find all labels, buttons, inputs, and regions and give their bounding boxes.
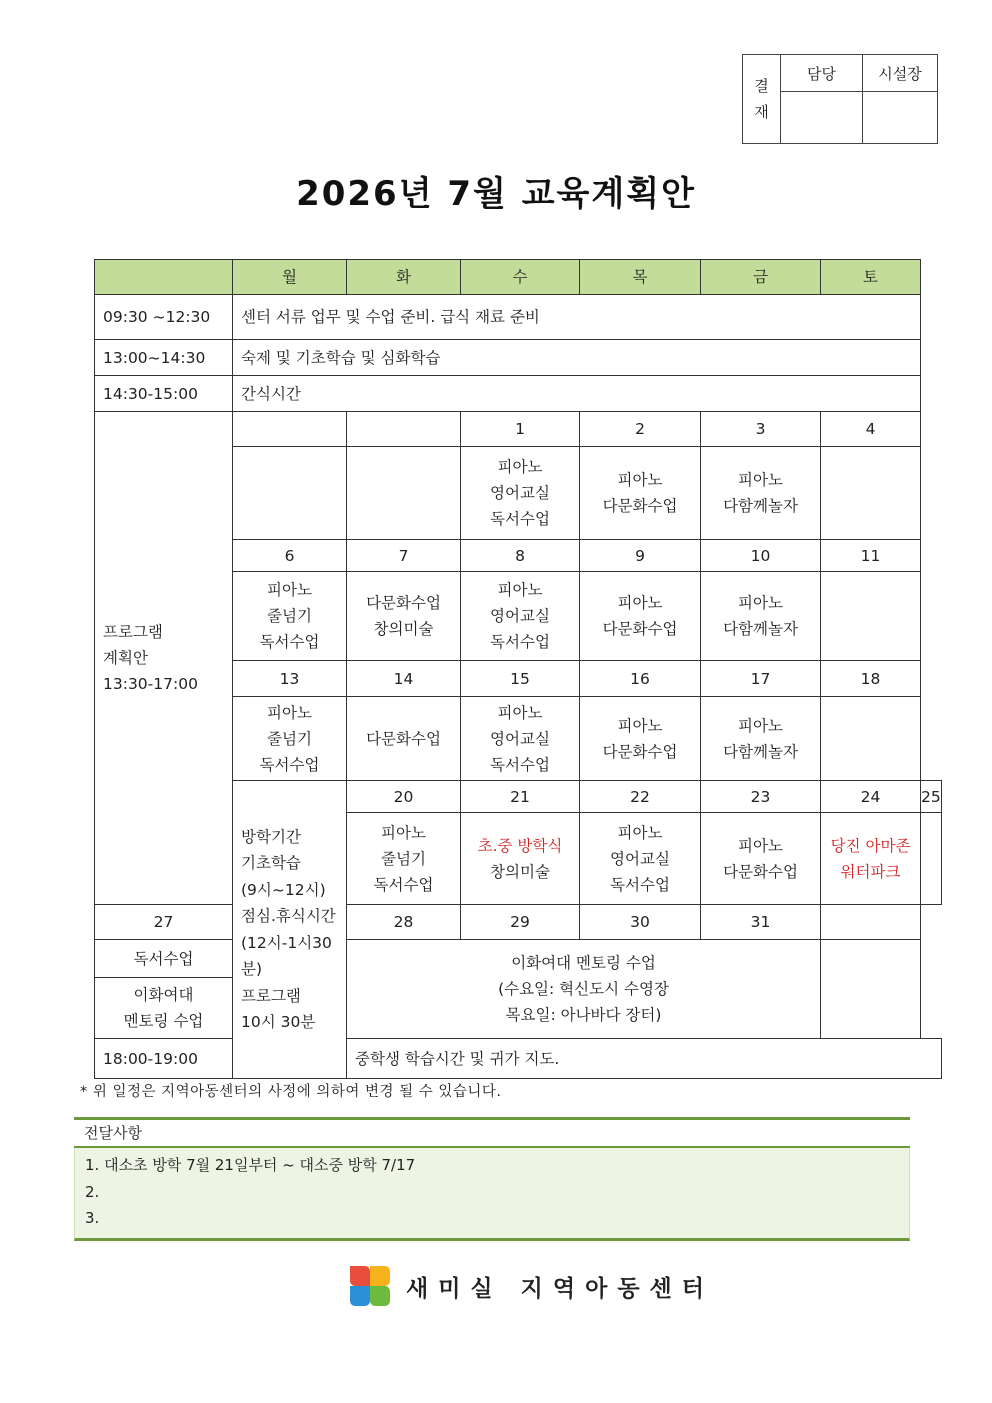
activity-line-event: 당진 아마존 [830,836,911,855]
date-row [95,905,942,940]
vacation-label-line: 방학기간 [241,827,301,846]
activity-line: 독서수업 [490,510,550,528]
date-cell: 28 [347,905,461,940]
date-cell: 30 [580,905,701,940]
activity-line: 독서수업 [373,875,434,894]
time-label: 18:00-19:00 [95,1039,233,1079]
activity-cell [701,447,821,540]
time-label: 14:30-15:00 [95,376,233,412]
date-cell: 7 [347,540,461,572]
vacation-label-line: (12시-1시30분) [241,933,332,978]
vacation-label-line: 프로그램 [241,986,301,1005]
activity-cell [580,572,701,661]
activity-cell [821,940,921,1039]
approval-col-staff: 담당 [781,55,863,92]
program-label-line: 계획안 [103,649,148,667]
activity-cell [461,697,580,781]
activity-line: 영어교실 [490,484,550,502]
day-thu: 목 [580,260,701,295]
date-cell: 27 [95,905,233,940]
date-cell: 2 [580,412,701,447]
date-cell [347,412,461,447]
date-cell: 14 [347,661,461,697]
clover-logo-icon [350,1266,390,1306]
center-logo [350,1266,714,1306]
date-cell: 9 [580,540,701,572]
activity-line: 피아노 [617,823,663,842]
activity-line: 영어교실 [490,607,550,625]
activity-line: 다문화수업 [366,594,441,612]
activity-line: 영어교실 [490,729,550,748]
activity-line: 피아노 [381,823,426,842]
activity-line: 독서수업 [490,633,550,651]
activity-line: 피아노 [617,594,663,612]
activity-line: 창의미술 [373,620,434,638]
vacation-label-line: 점심.휴식시간 [241,907,336,925]
vacation-label-line: 기초학습 [241,854,301,872]
day-sat: 토 [821,260,921,295]
date-cell: 8 [461,540,580,572]
activity-line: 피아노 [497,458,543,476]
activity-line: 다문화수업 [602,497,678,515]
activity-cell [347,697,461,781]
activity-row [95,940,942,978]
activity-cell [921,813,942,905]
day-header-row [95,260,942,295]
activity-cell [701,813,821,905]
activity-line: 줄넘기 [267,607,312,625]
approval-side-label-1: 결 [754,77,769,95]
time-desc: 숙제 및 기초학습 및 심화학습 [233,340,921,376]
program-label-line: 13:30-17:00 [103,675,198,693]
date-cell: 13 [233,661,347,697]
activity-cell [580,813,701,905]
date-cell [821,905,921,940]
activity-line: 멘토링 수업 [123,1012,204,1030]
activity-line: 다문화수업 [723,862,798,881]
activity-line: 줄넘기 [267,729,312,748]
footnote: * 위 일정은 지역아동센터의 사정에 의하여 변경 될 수 있습니다. [80,1084,502,1100]
notice-box [74,1117,910,1241]
activity-line-event: 초.중 방학식 [477,836,563,855]
activity-line: 피아노 [738,594,783,612]
notice-header: 전달사항 [74,1117,910,1148]
activity-cell [580,697,701,781]
activity-line: 피아노 [738,716,783,735]
date-cell: 29 [461,905,580,940]
date-cell: 31 [701,905,821,940]
activity-cell [580,447,701,540]
date-cell: 21 [461,781,580,813]
vacation-label [233,781,347,1079]
activity-line: 피아노 [497,581,543,599]
notice-body [74,1148,910,1241]
date-cell-saturday: 18 [821,661,921,697]
activity-cell [233,447,347,540]
activity-cell [461,447,580,540]
approval-sign-staff[interactable] [781,92,863,144]
activity-cell [821,572,921,661]
activity-line: 창의미술 [490,862,550,881]
activity-cell [233,697,347,781]
activity-line: 피아노 [738,471,783,489]
activity-line: 다문화수업 [602,742,678,761]
date-cell-saturday: 11 [821,540,921,572]
activity-cell [95,978,233,1039]
date-cell: 15 [461,661,580,697]
activity-cell: 독서수업 [95,940,233,978]
date-cell: 16 [580,661,701,697]
activity-line: 독서수업 [610,875,670,894]
date-cell [233,412,347,447]
program-label [95,412,233,905]
activity-line: 피아노 [617,471,663,489]
day-tue: 화 [347,260,461,295]
mentoring-line: 이화여대 멘토링 수업 [511,954,656,972]
program-label-line: 프로그램 [103,623,163,641]
activity-line: 독서수업 [259,633,320,651]
time-label: 13:00~14:30 [95,340,233,376]
date-cell: 1 [461,412,580,447]
notice-item: 3. [85,1209,100,1227]
time-desc: 중학생 학습시간 및 귀가 지도. [347,1039,942,1079]
activity-line: 줄넘기 [381,849,426,868]
activity-line: 영어교실 [610,849,670,868]
time-desc: 간식시간 [233,376,921,412]
activity-cell [461,572,580,661]
activity-line: 독서수업 [259,755,320,774]
mentoring-line: (수요일: 혁신도시 수영장 [498,980,669,998]
day-fri: 금 [701,260,821,295]
center-name: 새미실 지역아동센터 [406,1275,714,1302]
approval-box [742,54,938,144]
approval-side-label [743,55,781,144]
header-corner [95,260,233,295]
date-cell: 6 [233,540,347,572]
page-title: 2026년 7월 교육계획안 [296,174,696,214]
day-mon: 월 [233,260,347,295]
time-row [95,340,942,376]
activity-line-event: 워터파크 [840,862,901,881]
time-desc: 센터 서류 업무 및 수업 준비. 급식 재료 준비 [233,295,921,340]
time-row [95,376,942,412]
time-row [95,1039,942,1079]
activity-cell [701,697,821,781]
activity-line: 피아노 [267,581,312,599]
date-cell: 20 [347,781,461,813]
activity-line: 다함께놀자 [723,497,798,515]
date-row [95,412,942,447]
approval-sign-director[interactable] [863,92,938,144]
activity-cell [461,813,580,905]
notice-item: 1. 대소초 방학 7월 21일부터 ~ 대소중 방학 7/17 [85,1156,416,1174]
vacation-label-line: 10시 30분 [241,1013,316,1031]
date-cell-saturday: 25 [921,781,942,813]
time-label: 09:30 ~12:30 [95,295,233,340]
activity-line: 다함께놀자 [723,620,798,638]
activity-cell [821,697,921,781]
activity-line: 다함께놀자 [723,742,798,761]
activity-line: 독서수업 [490,755,550,774]
activity-cell [347,572,461,661]
notice-item: 2. [85,1182,100,1201]
date-cell: 24 [821,781,921,813]
activity-cell [233,572,347,661]
activity-line: 피아노 [617,716,663,735]
activity-line: 다문화수업 [602,620,678,638]
date-cell: 10 [701,540,821,572]
date-cell: 3 [701,412,821,447]
activity-line: 피아노 [738,836,783,855]
activity-cell [347,447,461,540]
date-cell: 23 [701,781,821,813]
activity-cell [701,572,821,661]
approval-side-label-2: 재 [754,103,769,121]
time-row [95,295,942,340]
day-wed: 수 [461,260,580,295]
activity-line: 피아노 [497,703,543,722]
mentoring-cell [347,940,821,1039]
date-cell: 22 [580,781,701,813]
approval-col-director: 시설장 [863,55,938,92]
activity-line: 다문화수업 [366,729,441,748]
activity-line: 이화여대 [133,986,194,1004]
date-cell-saturday: 4 [821,412,921,447]
schedule-table [94,259,942,1079]
date-cell: 17 [701,661,821,697]
activity-cell [347,813,461,905]
mentoring-line: 목요일: 아나바다 장터) [505,1006,662,1024]
activity-cell [821,447,921,540]
activity-line: 피아노 [267,703,312,722]
vacation-label-line: (9시~12시) [241,880,326,899]
activity-cell [821,813,921,905]
